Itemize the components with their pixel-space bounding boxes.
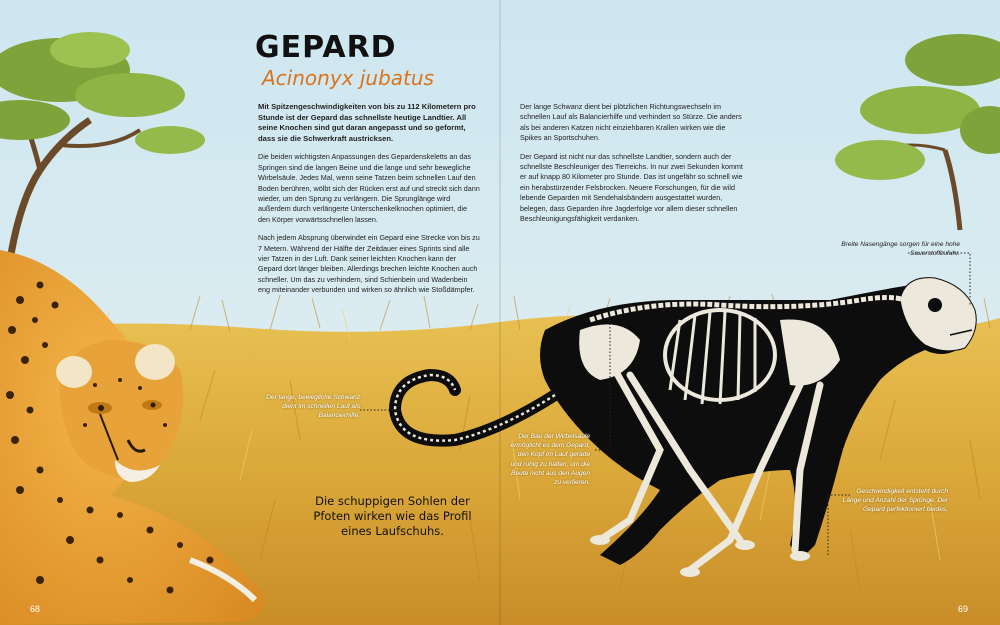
- caption-nose: Breite Nasengänge sorgen für eine hohe Sauerstoffzufuhr.: [841, 241, 960, 258]
- book-gutter: [499, 0, 501, 625]
- body-paragraph: Der lange Schwanz dient bei plötzlichen Richtungswechseln im schnellen Lauf als Balancierhilfe und verhindert so Stürze. Die anders als bei anderen Katzen nicht einziehbaren Krallen wirken wie die Spikes an Sportschuhen.: [520, 102, 742, 143]
- page-number-left: 68: [30, 604, 41, 614]
- lead-paragraph: Mit Spitzengeschwindigkeiten von bis zu 112 Kilometern pro Stunde ist der Gepard das schnellste heutige Landtier. All seine Knochen sind gut daran angepasst und so geformt, dass sie die Schwerkraft austricksen.: [258, 102, 476, 143]
- left-text-column: [258, 102, 480, 304]
- caption-tail: Der lange, bewegliche Schwanz dient im schnellen Lauf als Balancierhilfe.: [266, 394, 360, 420]
- latin-name: Acinonyx jubatus: [262, 66, 434, 90]
- body-paragraph: Nach jedem Absprung überwindet ein Gepard eine Strecke von bis zu 7 Metern. Während der Hälfte der Zeitdauer eines Sprints sind alle vier Tatzen in der Luft. Dank seiner leichten Knochen kann der Gepard dort länger bleiben. Allerdings brechen leichte Knochen auch schneller. Um das zu verhindern, sind Schienbein und Wadenbein eng miteinander verbunden und wirken so ähnlich wie Stoßdämpfer.: [258, 233, 480, 295]
- page-number-right: 69: [958, 604, 969, 614]
- right-text-column: [520, 102, 746, 232]
- caption-spine: Der Bau der Wirbelsäule ermöglicht es dem Gepard, den Kopf im Lauf gerade und ruhig zu halten, um die Beute nicht aus den Augen zu verlieren.: [510, 433, 590, 487]
- body-paragraph: Die beiden wichtigsten Anpassungen des Gepardenskeletts an das Springen sind die langen Beine und die lange und sehr bewegliche Wirbelsäule. Jedes Mal, wenn seine Tatzen beim schnellen Lauf den Boden berühren, wölbt sich der Rücken erst auf und streckt sich dann wieder, um den Sprung zu verlängern. Die Sprunglänge wird außerdem durch verlängerte Unterschenkelknochen optimiert, die den Körper vorwärtsschnellen lassen.: [258, 152, 480, 224]
- pull-quote: Die schuppigen Sohlen der Pfoten wirken wie das Profil eines Laufschuhs.: [313, 494, 472, 538]
- body-paragraph: Der Gepard ist nicht nur das schnellste Landtier, sondern auch der schnellste Beschleuniger des Tierreichs. In nur zwei Sekunden kommt er auf knapp 80 Kilometer pro Stunde. Das ist ungefähr so schnell wie ein herabstürzender Felsbrocken. Neuere Forschungen, für die wild lebende Geparden mit Sendehalsbändern ausgestattet wurden, belegen, dass Geparden ihre Jagderfolge vor allem dieser schnellen Beschleunigungsfähigkeit verdanken.: [520, 151, 743, 224]
- page-title: GEPARD: [255, 30, 397, 65]
- caption-speed: Geschwindigkeit entsteht durch Länge und Anzahl der Sprünge. Der Gepard perfektioniert beides.: [842, 488, 948, 514]
